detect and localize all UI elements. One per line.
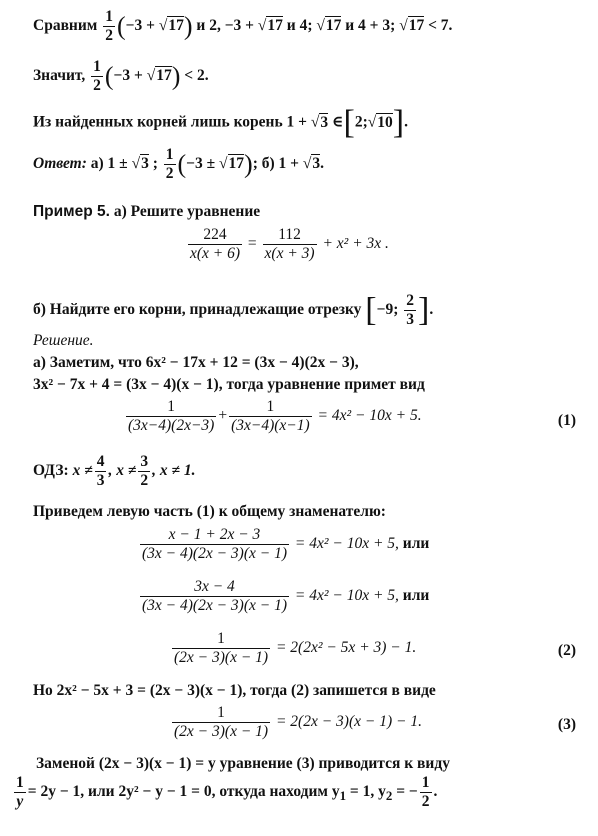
text: и 4 + 3; <box>345 16 396 34</box>
conclusion-line: Значит, $\frac{1}{2}$ (−3 + √17) < 2. <box>33 58 209 94</box>
text: Из найденных корней лишь корень 1 + <box>33 113 311 131</box>
solution-line-2: 3x² − 7x + 4 = (3x − 4)(x − 1), тогда уравнение примет вид <box>33 376 425 393</box>
example-heading <box>33 204 260 220</box>
sqrt17: 17 <box>325 16 342 34</box>
odz-line: ОДЗ: x ≠ $\frac{4}{3}$ , x ≠ $\frac{3}{2}$ , x ≠ 1. <box>33 453 196 489</box>
sqrt3: 3 <box>320 113 329 131</box>
text: и 4; <box>286 16 313 34</box>
solution-line-1: а) Заметим, что 6x² − 17x + 12 = (3x − 4)(2x − 3), <box>33 354 359 371</box>
answer-label: Ответ: <box>33 154 87 172</box>
comparison-line: Сравним $\frac{1}{2}$ (−3 + √17) и 2, −3 + √17 и 4; √17 и 4 + 3; √17 < 7. <box>33 8 453 44</box>
sqrt3: 3 <box>312 154 321 172</box>
fraction-half: $\frac{1}{2}$ <box>165 146 174 182</box>
sqrt17: 17 <box>228 154 245 172</box>
equation-number: (1) <box>557 412 576 429</box>
fraction-half: $\frac{1}{2}$ <box>105 8 113 44</box>
text: а) 1 ± <box>90 154 128 172</box>
text: . <box>404 113 408 131</box>
solution-label: Решение. <box>33 332 94 349</box>
answer-line: Ответ: а) 1 ± √3 ; $\frac{1}{2}$ (−3 ± √17); б) 1 + √3. <box>33 146 324 182</box>
lead-line: Приведем левую часть (1) к общему знаменателю: <box>33 503 386 520</box>
text: ∈ <box>332 113 344 131</box>
sqrt17: 17 <box>156 66 172 84</box>
equation-3: $\frac{1}{(2x - 3)(x - 1)}$ = 2(2x − 3)(x − 1) − 1. <box>174 704 422 740</box>
sqrt10: 10 <box>377 113 393 131</box>
task-a: а) Решите уравнение <box>113 203 261 220</box>
sqrt17: 17 <box>267 16 283 34</box>
transform-line: Но 2x² − 5x + 3 = (2x − 3)(x − 1), тогда (2) запишется в виде <box>33 682 436 699</box>
equation-a: $\frac{x - 1 + 2x - 3}{(3x - 4)(2x - 3)(x - 1)}$ = 4x² − 10x + 5, или <box>142 526 430 562</box>
text: < 7. <box>428 16 453 34</box>
substitution-line: Заменой (2x − 3)(x − 1) = y уравнение (3) приводится к виду <box>36 755 450 772</box>
equation-number: (3) <box>557 716 576 733</box>
equation-b: $\frac{3x - 4}{(3x - 4)(2x - 3)(x - 1)}$ = 4x² − 10x + 5, или <box>142 578 430 614</box>
text: . <box>320 154 324 172</box>
sqrt17: 17 <box>168 16 184 34</box>
text: ; б) 1 + <box>252 154 299 172</box>
equation-number: (2) <box>557 642 576 659</box>
example-title: Пример 5. <box>33 203 110 220</box>
final-line: $\frac{1}{y}$ = 2y − 1, или 2y² − y − 1 = 0, откуда находим $y_1 = 1$, $y_2$ = − $\frac{1}{2}$ . <box>16 774 438 810</box>
text: −3 ± <box>186 154 220 172</box>
text: −3 + <box>113 66 147 84</box>
text: 2; <box>354 113 368 131</box>
text: и 2, −3 + <box>196 16 258 34</box>
text: Значит, <box>33 66 86 84</box>
text: Сравним <box>33 16 98 34</box>
sqrt3: 3 <box>141 154 149 172</box>
fraction-half: $\frac{1}{2}$ <box>93 58 101 94</box>
roots-line: Из найденных корней лишь корень 1 + √3 ∈[2;√10]. <box>33 104 408 141</box>
main-equation: $\frac{224}{x(x + 6)}$ = $\frac{112}{x(x + 3)}$ + x² + 3x . <box>190 226 389 262</box>
text: −3 + <box>125 16 159 34</box>
text: б) Найдите его корни, принадлежащие отрезку <box>33 300 362 318</box>
sqrt17: 17 <box>408 16 425 34</box>
text: < 2. <box>184 66 209 84</box>
task-b: б) Найдите его корни, принадлежащие отрезку [−9; $\frac{2}{3}$ ]. <box>33 291 434 329</box>
equation-2: $\frac{1}{(2x - 3)(x - 1)}$ = 2(2x² − 5x + 3) − 1. <box>174 630 417 666</box>
equation-1: $\frac{1}{(3x-4)(2x-3)}$ + $\frac{1}{(3x-4)(x-1)}$ = 4x² − 10x + 5. <box>128 398 422 434</box>
